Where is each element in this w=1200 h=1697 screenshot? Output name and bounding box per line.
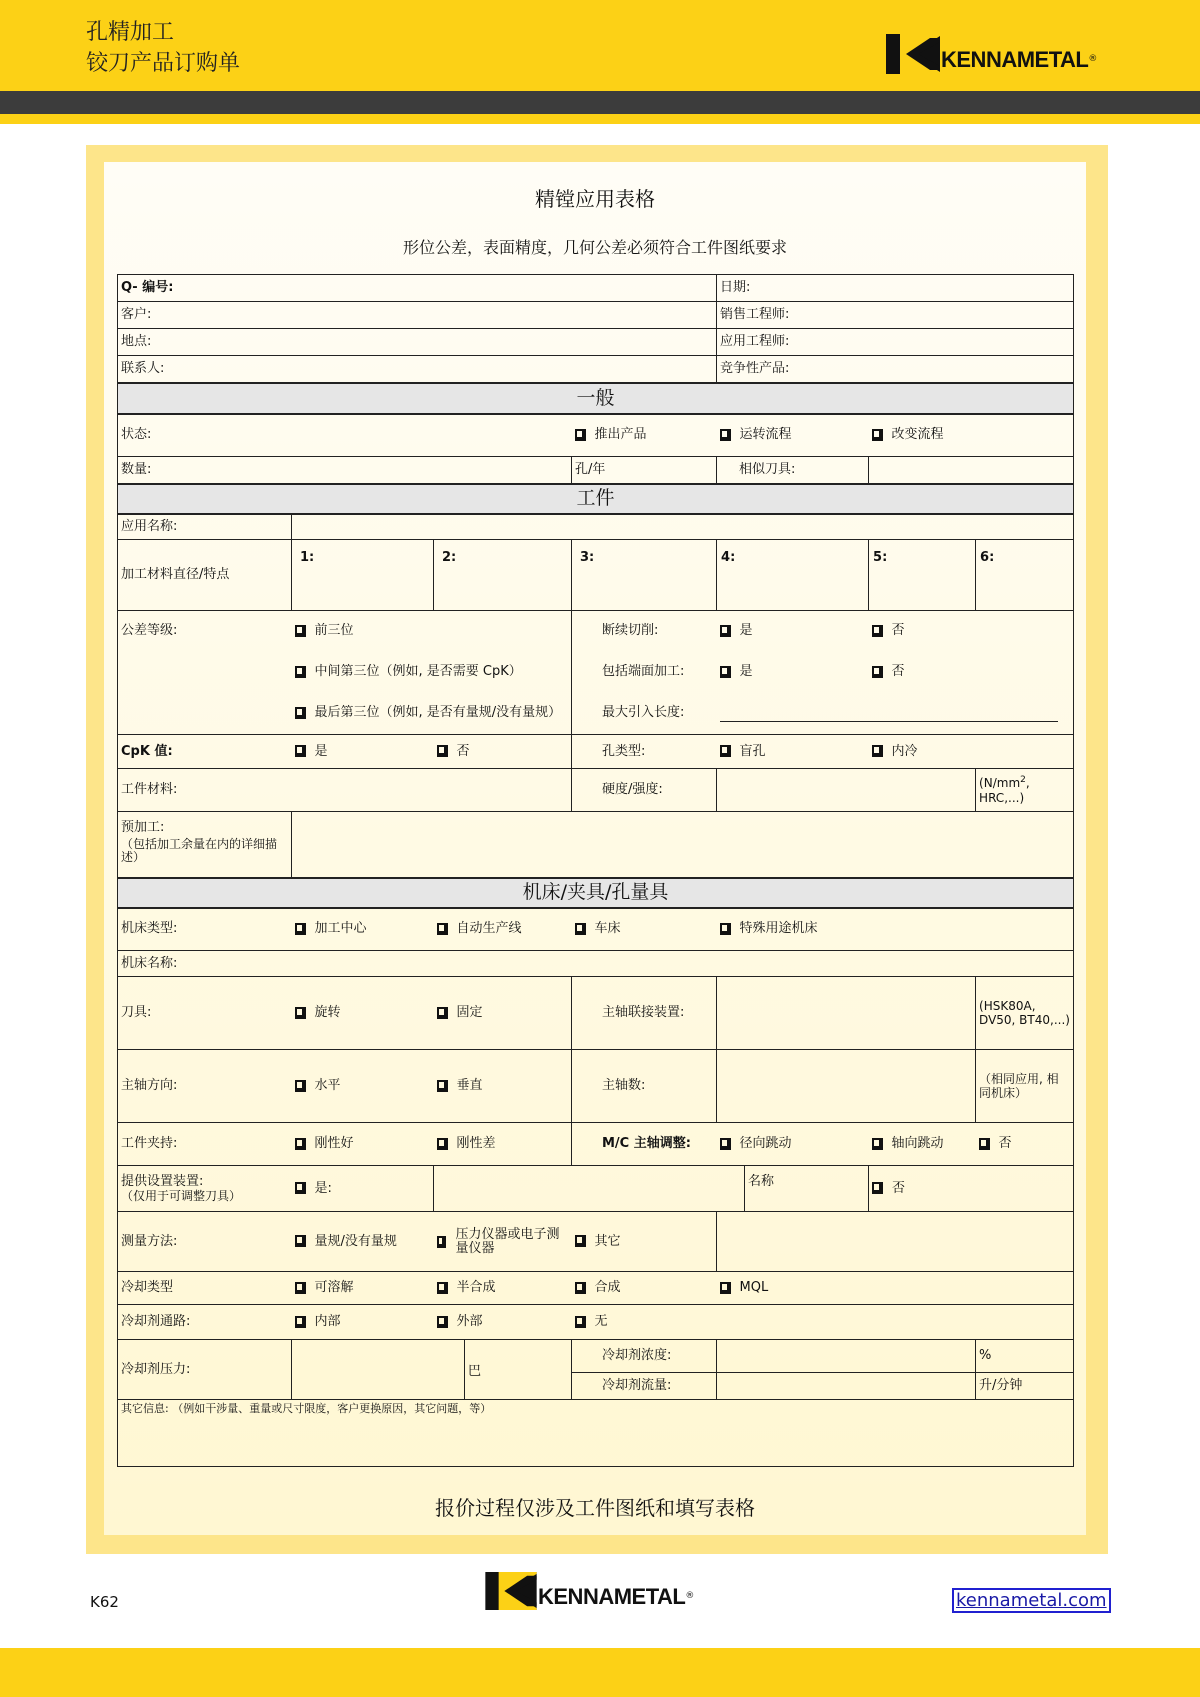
option-label: 旋转	[314, 1005, 341, 1021]
adjust-axial-runout[interactable]	[869, 1123, 976, 1166]
label-tolerance: 公差等级:	[118, 611, 292, 652]
option-label: 可溶解	[314, 1280, 354, 1296]
option-label: 垂直	[456, 1078, 483, 1094]
option-label: 其它	[594, 1233, 621, 1249]
checkbox-icon[interactable]	[295, 1080, 306, 1092]
header-underband	[0, 114, 1200, 124]
direction-horizontal[interactable]	[292, 1050, 434, 1123]
option-label: 刚性差	[456, 1136, 496, 1152]
checkbox-icon[interactable]	[295, 923, 306, 935]
label-date: 日期:	[720, 280, 751, 296]
label-similar-tool: 相似刀具:	[717, 457, 869, 484]
option-label: 压力仪器或电子测量仪器	[455, 1226, 560, 1256]
field-location[interactable]	[118, 329, 717, 356]
option-label: 刚性好	[314, 1136, 354, 1152]
hole-type-internal-cooling[interactable]	[869, 735, 1074, 769]
option-label: MQL	[739, 1280, 769, 1296]
tool-fixed[interactable]	[434, 977, 572, 1050]
label-hardness: 硬度/强度:	[572, 769, 717, 812]
end-face-yes[interactable]	[717, 652, 869, 693]
field-sales-engineer[interactable]	[717, 302, 1074, 329]
checkbox-icon[interactable]	[720, 666, 731, 678]
label-mc-spindle-adjust	[572, 1123, 717, 1166]
checkbox-icon[interactable]	[720, 1282, 731, 1294]
cpk-yes[interactable]	[292, 735, 434, 769]
label-other-info: 其它信息: （例如干涉量、重量或尺寸限度，客户更换原因，其它问题，等）	[121, 1402, 492, 1415]
checkbox-icon[interactable]	[575, 1316, 586, 1328]
coolant-mql[interactable]	[717, 1272, 1074, 1305]
checkbox-icon[interactable]	[437, 745, 448, 757]
setup-details-divider	[434, 1166, 745, 1211]
checkbox-icon[interactable]	[295, 745, 306, 757]
unit-text: ,	[1025, 775, 1030, 790]
section-workpiece: 工件	[118, 484, 1074, 514]
tolerance-middle-third[interactable]	[292, 652, 572, 693]
interrupted-no[interactable]	[869, 611, 1074, 652]
checkbox-icon[interactable]	[295, 707, 306, 719]
option-label: 否	[891, 623, 905, 639]
field-spindle-connection[interactable]	[717, 977, 976, 1050]
checkbox-icon[interactable]	[720, 745, 731, 757]
option-label: 径向跳动	[739, 1136, 792, 1152]
checkbox-icon[interactable]	[295, 1138, 306, 1150]
option-label: 运转流程	[739, 427, 792, 443]
label-status: 状态:	[118, 414, 572, 457]
field-customer[interactable]	[118, 302, 717, 329]
option-label: 是:	[314, 1180, 332, 1196]
checkbox-icon[interactable]	[575, 1282, 586, 1294]
adjust-radial-runout[interactable]	[717, 1123, 869, 1166]
option-label: 是	[739, 623, 753, 639]
label-cpk-text: CpK 值:	[121, 743, 173, 759]
checkbox-icon[interactable]	[872, 666, 883, 678]
col-label: 1:	[300, 550, 315, 565]
option-label: 合成	[594, 1280, 621, 1296]
option-label: 内部	[314, 1314, 341, 1330]
end-face-no[interactable]	[869, 652, 1074, 693]
checkbox-icon[interactable]	[872, 429, 883, 441]
field-q-number[interactable]	[118, 275, 717, 302]
option-label: 内冷	[891, 743, 918, 759]
setup-label: 提供设置装置:	[121, 1173, 204, 1189]
option-label: 否	[892, 1180, 906, 1196]
workholding-rigid[interactable]	[292, 1123, 434, 1166]
field-hardness[interactable]	[717, 769, 976, 812]
pressure-unit-cell	[464, 1340, 481, 1399]
label-machine-name: 机床名称:	[121, 955, 178, 971]
label-machine-type: 机床类型:	[118, 908, 292, 951]
label-end-face: 包括端面加工:	[572, 652, 717, 693]
label-contact: 联系人:	[121, 360, 165, 376]
option-label: 无	[594, 1314, 608, 1330]
status-option-running[interactable]	[717, 414, 869, 457]
label-tool: 刀具:	[118, 977, 292, 1050]
coolant-path-external[interactable]	[434, 1305, 572, 1340]
field-other-info[interactable]	[118, 1400, 1074, 1467]
checkbox-icon[interactable]	[720, 923, 731, 935]
option-label: 加工中心	[314, 921, 367, 937]
checkbox-icon[interactable]	[437, 1316, 448, 1328]
coolant-soluble[interactable]	[292, 1272, 434, 1305]
label-coolant-pressure: 冷却剂压力:	[118, 1340, 292, 1400]
checkbox-icon[interactable]	[295, 1007, 306, 1019]
logo-wordmark: KENNAMETAL	[538, 1584, 686, 1609]
label-customer: 客户:	[121, 307, 152, 323]
option-label: 自动生产线	[456, 921, 522, 937]
field-diameter-5[interactable]	[869, 540, 976, 611]
spindle-count-note: （相同应用, 相同机床）	[976, 1050, 1074, 1123]
field-diameter-4[interactable]	[717, 540, 869, 611]
pre-label: 预加工:	[121, 820, 165, 835]
checkbox-icon[interactable]	[872, 1182, 883, 1194]
machine-type-machining-center[interactable]	[292, 908, 434, 951]
label-workholding: 工件夹持:	[118, 1123, 292, 1166]
option-label: 量规/没有量规	[314, 1233, 397, 1249]
option-label: 特殊用途机床	[739, 921, 818, 937]
option-label: 车床	[594, 921, 621, 937]
option-label: 推出产品	[594, 427, 647, 443]
kennametal-logo	[886, 34, 1097, 74]
kennametal-k-icon	[485, 1572, 537, 1610]
spacer	[118, 652, 292, 693]
field-coolant-pressure[interactable]	[292, 1340, 572, 1400]
label-spindle-direction: 主轴方向:	[118, 1050, 292, 1123]
header-title-line1: 孔精加工	[86, 20, 175, 45]
label-location: 地点:	[121, 334, 152, 350]
option-label: 轴向跳动	[891, 1136, 944, 1152]
website-link[interactable]: kennametal.com	[952, 1588, 1111, 1613]
checkbox-icon[interactable]	[437, 1138, 448, 1150]
order-form-table	[117, 274, 1074, 1467]
option-label: 外部	[456, 1314, 483, 1330]
field-max-lead-length[interactable]	[717, 693, 1074, 735]
header-title-line2: 铰刀产品订购单	[86, 51, 241, 76]
checkbox-icon[interactable]	[295, 1235, 306, 1247]
option-label: 半合成	[456, 1280, 496, 1296]
checkbox-icon[interactable]	[575, 1235, 586, 1247]
field-date[interactable]	[717, 275, 1074, 302]
section-general: 一般	[118, 383, 1074, 414]
logo-registered-mark: ®	[685, 1591, 695, 1601]
underline	[720, 705, 1059, 722]
coolant-path-none[interactable]	[572, 1305, 1074, 1340]
logo-registered-mark: ®	[1088, 54, 1098, 64]
label-sales-engineer: 销售工程师:	[720, 307, 790, 323]
field-coolant-concentration[interactable]	[717, 1340, 976, 1373]
checkbox-icon[interactable]	[437, 923, 448, 935]
spacer	[118, 693, 292, 735]
option-label: 改变流程	[891, 427, 944, 443]
tolerance-top-third[interactable]	[292, 611, 572, 652]
setup-no[interactable]	[869, 1166, 1074, 1212]
label-coolant-flow: 冷却剂流量:	[572, 1373, 717, 1400]
label-holes-per-year: 孔/年	[572, 457, 717, 484]
field-spindle-count[interactable]	[717, 1050, 976, 1123]
pressure-unit: 巴	[468, 1364, 482, 1379]
section-machine: 机床/夹具/孔量具	[118, 878, 1074, 908]
pre-sub: （包括加工余量在内的详细描述）	[121, 836, 278, 864]
field-setup-details[interactable]	[434, 1166, 869, 1212]
checkbox-icon[interactable]	[437, 1007, 448, 1019]
page-code: K62	[90, 1593, 119, 1611]
checkbox-icon[interactable]	[295, 1316, 306, 1328]
tolerance-last-third[interactable]	[292, 693, 572, 735]
measure-pressure-electronic[interactable]	[434, 1212, 572, 1272]
label-competitor-product: 竞争性产品:	[720, 360, 790, 376]
label-material-diameter: 加工材料直径/特点	[118, 540, 292, 611]
setup-sub: （仅用于可调整刀具）	[121, 1189, 242, 1204]
option-label: 固定	[456, 1005, 483, 1021]
checkbox-icon[interactable]	[295, 625, 306, 637]
status-option-change[interactable]	[869, 414, 1074, 457]
checkbox-icon[interactable]	[437, 1282, 448, 1294]
label-interrupted-cut: 断续切削:	[572, 611, 717, 652]
interrupted-yes[interactable]	[717, 611, 869, 652]
field-diameter-1[interactable]	[292, 540, 434, 611]
col-label: 4:	[721, 550, 736, 565]
checkbox-icon[interactable]	[437, 1080, 448, 1092]
field-competitor-product[interactable]	[717, 356, 1074, 383]
field-application-engineer[interactable]	[717, 329, 1074, 356]
status-option-launch[interactable]	[572, 414, 717, 457]
label-application-name: 应用名称:	[118, 514, 292, 540]
option-label: 是	[739, 664, 753, 680]
checkbox-icon[interactable]	[720, 429, 731, 441]
label-pre-machining	[118, 812, 292, 878]
bottom-note: 报价过程仅涉及工件图纸和填写表格	[435, 1496, 755, 1520]
label-measurement: 测量方法:	[118, 1212, 292, 1272]
option-label: 水平	[314, 1078, 341, 1094]
checkbox-icon[interactable]	[720, 625, 731, 637]
setup-yes[interactable]	[292, 1166, 434, 1212]
label-spindle-count: 主轴数:	[572, 1050, 717, 1123]
form-subtitle: 形位公差，表面精度，几何公差必须符合工件图纸要求	[402, 238, 787, 257]
tool-rotating[interactable]	[292, 977, 434, 1050]
footer-kennametal-logo	[485, 1572, 694, 1610]
checkbox-icon[interactable]	[295, 666, 306, 678]
col-label: 6:	[980, 550, 995, 565]
option-label: 否	[998, 1136, 1012, 1152]
checkbox-icon[interactable]	[979, 1138, 990, 1150]
checkbox-icon[interactable]	[575, 923, 586, 935]
unit-text: HRC,...)	[979, 790, 1025, 805]
field-pre-machining[interactable]	[292, 812, 1074, 878]
field-contact[interactable]	[118, 356, 717, 383]
direction-vertical[interactable]	[434, 1050, 572, 1123]
label-coolant-path: 冷却剂通路:	[118, 1305, 292, 1340]
coolant-semi-synthetic[interactable]	[434, 1272, 572, 1305]
checkbox-icon[interactable]	[437, 1236, 447, 1248]
col-label: 5:	[873, 550, 888, 565]
label-spindle-connection: 主轴联接装置:	[572, 977, 717, 1050]
spindle-connection-note: (HSK80A, DV50, BT40,...)	[976, 977, 1074, 1050]
logo-wordmark: KENNAMETAL	[941, 47, 1089, 72]
label-max-lead-length: 最大引入长度:	[572, 693, 717, 735]
label-application-engineer: 应用工程师:	[720, 334, 790, 350]
option-label: 盲孔	[739, 743, 766, 759]
workholding-poor[interactable]	[434, 1123, 572, 1166]
hole-type-blind[interactable]	[717, 735, 869, 769]
checkbox-icon[interactable]	[872, 745, 883, 757]
option-label: 否	[891, 664, 905, 680]
label-setup-name: 名称	[748, 1174, 775, 1189]
checkbox-icon[interactable]	[872, 625, 883, 637]
field-similar-tool[interactable]	[869, 457, 1074, 484]
option-label: 前三位	[314, 623, 354, 639]
option-label: 最后第三位（例如, 是否有量规/没有量规）	[314, 705, 562, 721]
label-coolant-type: 冷却类型	[118, 1272, 292, 1305]
measure-gauge[interactable]	[292, 1212, 434, 1272]
hardness-unit-note	[976, 769, 1074, 812]
col-label: 2:	[442, 550, 457, 565]
field-machine-name[interactable]	[118, 951, 1074, 977]
header-stripe	[0, 91, 1200, 114]
coolant-synthetic[interactable]	[572, 1272, 717, 1305]
checkbox-icon[interactable]	[872, 1138, 883, 1150]
field-application-name[interactable]	[292, 514, 1074, 540]
label-mc-text: M/C 主轴调整:	[602, 1136, 691, 1152]
cpk-no[interactable]	[434, 735, 572, 769]
option-label: 否	[456, 743, 470, 759]
label-q-number: Q- 编号:	[121, 280, 174, 296]
concentration-unit: %	[976, 1340, 1074, 1373]
label-cpk	[118, 735, 292, 769]
adjust-no[interactable]	[976, 1123, 1074, 1166]
field-diameter-6[interactable]	[976, 540, 1074, 611]
measure-other[interactable]	[572, 1212, 717, 1272]
field-coolant-flow[interactable]	[717, 1373, 976, 1400]
machine-type-special[interactable]	[717, 908, 1074, 951]
unit-sup: 2	[1020, 774, 1026, 785]
field-measure-other[interactable]	[717, 1212, 1074, 1272]
machine-type-lathe[interactable]	[572, 908, 717, 951]
label-hole-type: 孔类型:	[572, 735, 717, 769]
checkbox-icon[interactable]	[295, 1182, 306, 1194]
col-label: 3:	[580, 550, 595, 565]
checkbox-icon[interactable]	[575, 429, 586, 441]
form-title: 精镗应用表格	[535, 187, 655, 211]
coolant-path-internal[interactable]	[292, 1305, 434, 1340]
kennametal-k-icon	[886, 34, 940, 74]
footer-band	[0, 1648, 1200, 1697]
machine-type-automatic-line[interactable]	[434, 908, 572, 951]
field-diameter-3[interactable]	[572, 540, 717, 611]
label-quantity: 数量:	[118, 457, 572, 484]
field-diameter-2[interactable]	[434, 540, 572, 611]
label-setup-device	[118, 1166, 292, 1212]
label-coolant-concentration: 冷却剂浓度:	[572, 1340, 717, 1373]
checkbox-icon[interactable]	[720, 1138, 731, 1150]
option-label: 是	[314, 743, 328, 759]
checkbox-icon[interactable]	[295, 1282, 306, 1294]
flow-unit: 升/分钟	[976, 1373, 1074, 1400]
option-label: 中间第三位（例如, 是否需要 CpK）	[314, 664, 522, 680]
unit-text: (N/mm	[979, 775, 1021, 790]
label-workpiece-material: 工件材料:	[118, 769, 572, 812]
